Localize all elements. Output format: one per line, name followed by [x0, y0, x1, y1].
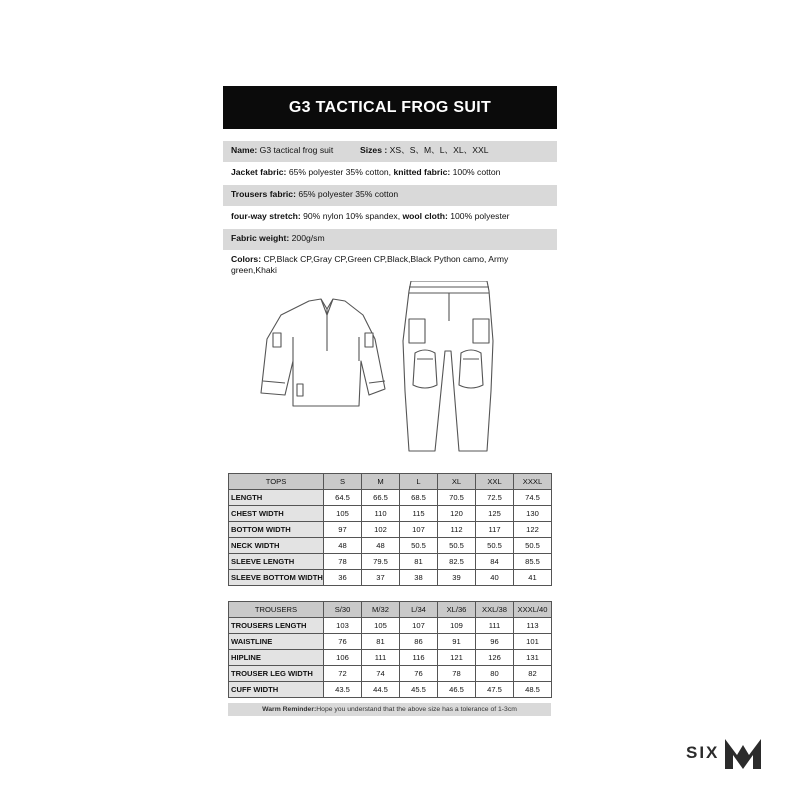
- header-cell: XXXL/40: [514, 602, 552, 618]
- header-cell: L: [400, 474, 438, 490]
- table-cell: 46.5: [438, 682, 476, 698]
- table-row: [229, 506, 552, 522]
- table-cell: 120: [438, 506, 476, 522]
- header-cell: S: [324, 474, 362, 490]
- table-cell: 64.5: [324, 490, 362, 506]
- header-cell: L/34: [400, 602, 438, 618]
- knitted-value: 100% cotton: [452, 167, 501, 177]
- trousers-fabric-label: Trousers fabric:: [231, 189, 296, 199]
- table-cell: 80: [476, 666, 514, 682]
- stretch-label: four-way stretch:: [231, 211, 301, 221]
- table-cell: 76: [324, 634, 362, 650]
- sizes-label: Sizes :: [360, 145, 388, 155]
- table-cell: 50.5: [476, 538, 514, 554]
- table-cell: 106: [324, 650, 362, 666]
- table-cell: 44.5: [362, 682, 400, 698]
- table-cell: 72.5: [476, 490, 514, 506]
- spec-sheet: [223, 86, 557, 457]
- table-cell: 96: [476, 634, 514, 650]
- row-label: SLEEVE LENGTH: [229, 554, 324, 570]
- row-label: SLEEVE BOTTOM WIDTH: [229, 570, 324, 586]
- table-cell: 103: [324, 618, 362, 634]
- table-cell: 102: [362, 522, 400, 538]
- colors-value: CP,Black CP,Gray CP,Green CP,Black,Black Python camo, Army green,Khaki: [231, 254, 509, 275]
- header-cell: XXL/38: [476, 602, 514, 618]
- brand-wordmark: SIX: [686, 743, 720, 762]
- spec-list: [223, 141, 557, 280]
- table-cell: 48: [362, 538, 400, 554]
- row-label: TROUSERS LENGTH: [229, 618, 324, 634]
- warm-reminder: [228, 703, 551, 716]
- table-row: [229, 666, 552, 682]
- garment-drawing: [223, 281, 557, 457]
- table-cell: 107: [400, 618, 438, 634]
- row-label: NECK WIDTH: [229, 538, 324, 554]
- table-cell: 50.5: [400, 538, 438, 554]
- header-cell: M: [362, 474, 400, 490]
- brand-mark-icon: [723, 733, 763, 773]
- stretch-value: 90% nylon 10% spandex,: [303, 211, 401, 221]
- table-cell: 109: [438, 618, 476, 634]
- weight-label: Fabric weight:: [231, 233, 290, 243]
- table-cell: 82.5: [438, 554, 476, 570]
- table-cell: 112: [438, 522, 476, 538]
- table-cell: 85.5: [514, 554, 552, 570]
- table-cell: 105: [324, 506, 362, 522]
- table-row: [229, 634, 552, 650]
- table-cell: 105: [362, 618, 400, 634]
- table-cell: 66.5: [362, 490, 400, 506]
- trousers-fabric-value: 65% polyester 35% cotton: [298, 189, 399, 199]
- row-label: CHEST WIDTH: [229, 506, 324, 522]
- table-cell: 121: [438, 650, 476, 666]
- table-cell: 131: [514, 650, 552, 666]
- trousers-size-table: [228, 601, 552, 698]
- table-cell: 78: [324, 554, 362, 570]
- table-cell: 43.5: [324, 682, 362, 698]
- table-row: [229, 650, 552, 666]
- table-cell: 50.5: [514, 538, 552, 554]
- table-header-row: [229, 474, 552, 490]
- table-row: [229, 682, 552, 698]
- table-cell: 72: [324, 666, 362, 682]
- table-row: [229, 570, 552, 586]
- jacket-drawing-icon: [261, 299, 385, 406]
- table-header-row: [229, 602, 552, 618]
- table-row: [229, 522, 552, 538]
- brand-logo: [686, 733, 763, 773]
- header-cell: XL/36: [438, 602, 476, 618]
- garment-illustration: [223, 281, 557, 457]
- header-cell: XL: [438, 474, 476, 490]
- table-cell: 125: [476, 506, 514, 522]
- table-cell: 38: [400, 570, 438, 586]
- spec-row-jacket: [223, 163, 557, 184]
- table-cell: 36: [324, 570, 362, 586]
- header-cell: XXXL: [514, 474, 552, 490]
- table-cell: 117: [476, 522, 514, 538]
- header-cell: TROUSERS: [229, 602, 324, 618]
- row-label: WAISTLINE: [229, 634, 324, 650]
- table-cell: 78: [438, 666, 476, 682]
- weight-value: 200g/sm: [291, 233, 325, 243]
- table-cell: 37: [362, 570, 400, 586]
- table-cell: 113: [514, 618, 552, 634]
- header-cell: S/30: [324, 602, 362, 618]
- table-cell: 110: [362, 506, 400, 522]
- name-value: G3 tactical frog suit: [259, 145, 334, 155]
- table-cell: 97: [324, 522, 362, 538]
- colors-label: Colors:: [231, 254, 262, 264]
- table-cell: 70.5: [438, 490, 476, 506]
- knitted-label: knitted fabric:: [393, 167, 451, 177]
- table-row: [229, 538, 552, 554]
- table-cell: 101: [514, 634, 552, 650]
- table-cell: 81: [362, 634, 400, 650]
- table-cell: 82: [514, 666, 552, 682]
- spec-row-name: [223, 141, 557, 162]
- header-cell: TOPS: [229, 474, 324, 490]
- table-cell: 111: [476, 618, 514, 634]
- sizes-value: XS、S、M、L、XL、XXL: [389, 145, 489, 155]
- spec-row-colors: [223, 251, 557, 280]
- spec-row-stretch: [223, 207, 557, 228]
- table-row: [229, 554, 552, 570]
- wool-label: wool cloth:: [402, 211, 448, 221]
- name-label: Name:: [231, 145, 258, 155]
- table-cell: 48: [324, 538, 362, 554]
- tops-size-table: [228, 473, 552, 586]
- jacket-label: Jacket fabric:: [231, 167, 287, 177]
- trousers-drawing-icon: [403, 281, 493, 451]
- header-cell: M/32: [362, 602, 400, 618]
- row-label: CUFF WIDTH: [229, 682, 324, 698]
- table-cell: 130: [514, 506, 552, 522]
- table-cell: 111: [362, 650, 400, 666]
- reminder-text: Hope you understand that the above size has a tolerance of 1-3cm: [316, 706, 517, 713]
- table-cell: 84: [476, 554, 514, 570]
- table-cell: 50.5: [438, 538, 476, 554]
- wool-value: 100% polyester: [450, 211, 510, 221]
- spec-row-trousers: [223, 185, 557, 206]
- table-cell: 126: [476, 650, 514, 666]
- table-cell: 68.5: [400, 490, 438, 506]
- row-label: BOTTOM WIDTH: [229, 522, 324, 538]
- row-label: HIPLINE: [229, 650, 324, 666]
- table-cell: 74.5: [514, 490, 552, 506]
- table-cell: 41: [514, 570, 552, 586]
- table-row: [229, 490, 552, 506]
- spec-row-weight: [223, 229, 557, 250]
- table-cell: 81: [400, 554, 438, 570]
- table-cell: 40: [476, 570, 514, 586]
- jacket-value: 65% polyester 35% cotton,: [288, 167, 392, 177]
- table-cell: 76: [400, 666, 438, 682]
- table-row: [229, 618, 552, 634]
- table-cell: 86: [400, 634, 438, 650]
- header-cell: XXL: [476, 474, 514, 490]
- table-cell: 74: [362, 666, 400, 682]
- table-cell: 39: [438, 570, 476, 586]
- table-cell: 116: [400, 650, 438, 666]
- table-cell: 79.5: [362, 554, 400, 570]
- table-cell: 91: [438, 634, 476, 650]
- table-cell: 115: [400, 506, 438, 522]
- row-label: LENGTH: [229, 490, 324, 506]
- row-label: TROUSER LEG WIDTH: [229, 666, 324, 682]
- table-cell: 107: [400, 522, 438, 538]
- page-title: G3 TACTICAL FROG SUIT: [223, 86, 557, 129]
- reminder-label: Warm Reminder:: [262, 706, 317, 713]
- table-cell: 122: [514, 522, 552, 538]
- table-cell: 45.5: [400, 682, 438, 698]
- table-cell: 48.5: [514, 682, 552, 698]
- table-cell: 47.5: [476, 682, 514, 698]
